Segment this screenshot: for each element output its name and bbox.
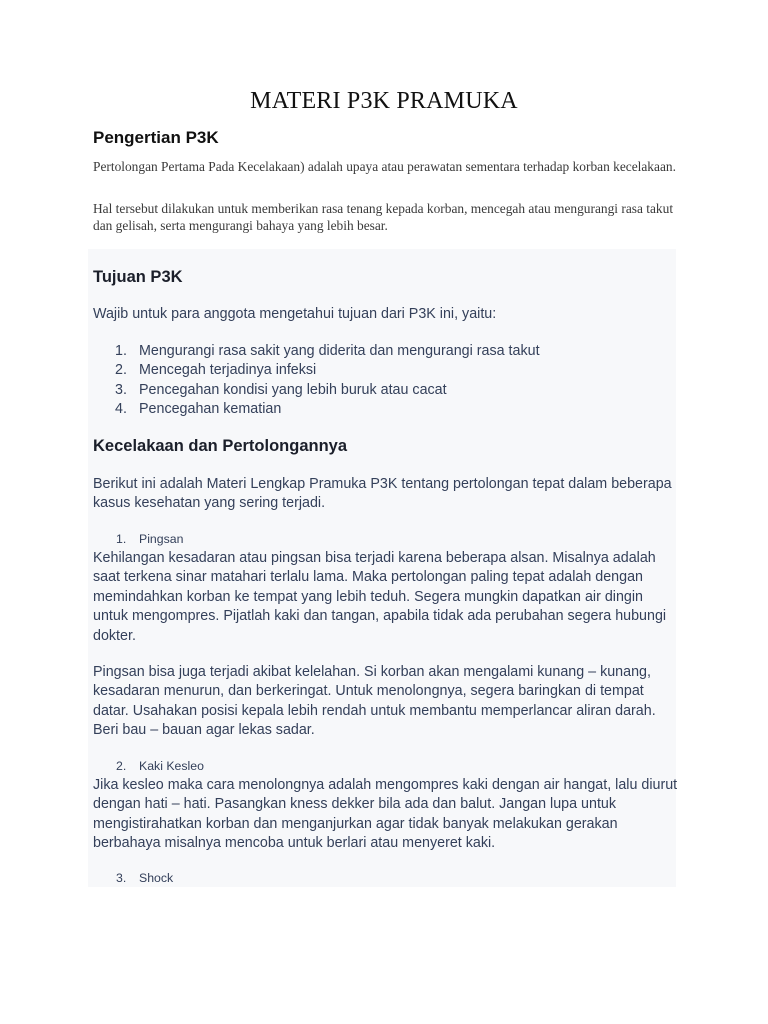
case-number: 2. <box>116 759 127 773</box>
list-item-number: 2. <box>115 362 127 379</box>
list-item-text: Pencegahan kematian <box>139 401 282 418</box>
paragraph-pingsan-1: Kehilangan kesadaran atau pingsan bisa terjadi karena beberapa alsan. Misalnya adalah saat terkena sinar matahari terlalu lama. Maka pertolongan paling tepat adalah dengan memindahkan korban ke tempat yang lebih teduh. Segera mungkin dapatkan air dingin untuk mengompres. Pijatlah kaki dan tangan, apabila tidak ada perubahan segera hubungi dokter. <box>93 550 667 644</box>
paragraph-pengertian-1: Pertolongan Pertama Pada Kecelakaan) adalah upaya atau perawatan sementara terhadap korban kecelakaan. <box>93 159 676 174</box>
list-item-number: 1. <box>115 343 127 359</box>
paragraph-kaki-kesleo: Jika kesleo maka cara menolongnya adalah mengompres kaki dengan air hangat, lalu diurut dengan hati – hati. Pasangkan kness dekker bila ada dan balut. Jangan lupa untuk mengistirahatkan korban dan menganjurkan agar tidak banyak melakukan gerakan berbahaya misalnya mencoba untuk berlari atau menyeret kaki. <box>93 777 678 852</box>
list-item-text: Pencegahan kondisi yang lebih buruk atau cacat <box>139 381 447 398</box>
case-number: 3. <box>116 871 127 885</box>
case-label: Shock <box>139 871 174 885</box>
case-label: Kaki Kesleo <box>139 759 204 773</box>
section-heading-pengertian: Pengertian P3K <box>93 128 219 147</box>
paragraph-kecelakaan-intro: Berikut ini adalah Materi Lengkap Pramuka P3K tentang pertolongan tepat dalam beberapa kasus kesehatan yang sering terjadi. <box>93 476 672 512</box>
section-heading-tujuan: Tujuan P3K <box>93 268 183 286</box>
list-item-text: Mencegah terjadinya infeksi <box>139 362 317 379</box>
case-label: Pingsan <box>139 532 184 546</box>
case-number: 1. <box>116 532 127 546</box>
paragraph-pingsan-2: Pingsan bisa juga terjadi akibat kelelahan. Si korban akan mengalami kunang – kunang, kesadaran menurun, dan berkeringat. Untuk menolongnya, segera baringkan di tempat datar. Usahakan posisi kepala lebih rendah untuk membantu memperlancar aliran darah. Beri bau – bauan agar lekas sadar. <box>93 664 656 739</box>
section-heading-kecelakaan: Kecelakaan dan Pertolongannya <box>93 437 348 455</box>
list-item <box>93 400 678 419</box>
paragraph-tujuan-intro: Wajib untuk para anggota mengetahui tujuan dari P3K ini, yaitu: <box>93 306 497 322</box>
list-item <box>93 381 678 400</box>
list-item-number: 4. <box>115 401 127 418</box>
document-title: MATERI P3K PRAMUKA <box>250 88 518 114</box>
list-item-number: 3. <box>115 381 127 398</box>
list-item <box>93 361 678 380</box>
tujuan-list <box>93 342 678 420</box>
list-item-text: Mengurangi rasa sakit yang diderita dan mengurangi rasa takut <box>139 343 540 359</box>
list-item <box>93 342 678 361</box>
paragraph-pengertian-2: Hal tersebut dilakukan untuk memberikan rasa tenang kepada korban, mencegah atau mengurangi rasa takut dan gelisah, serta mengurangi bahaya yang lebih besar. <box>93 201 674 233</box>
